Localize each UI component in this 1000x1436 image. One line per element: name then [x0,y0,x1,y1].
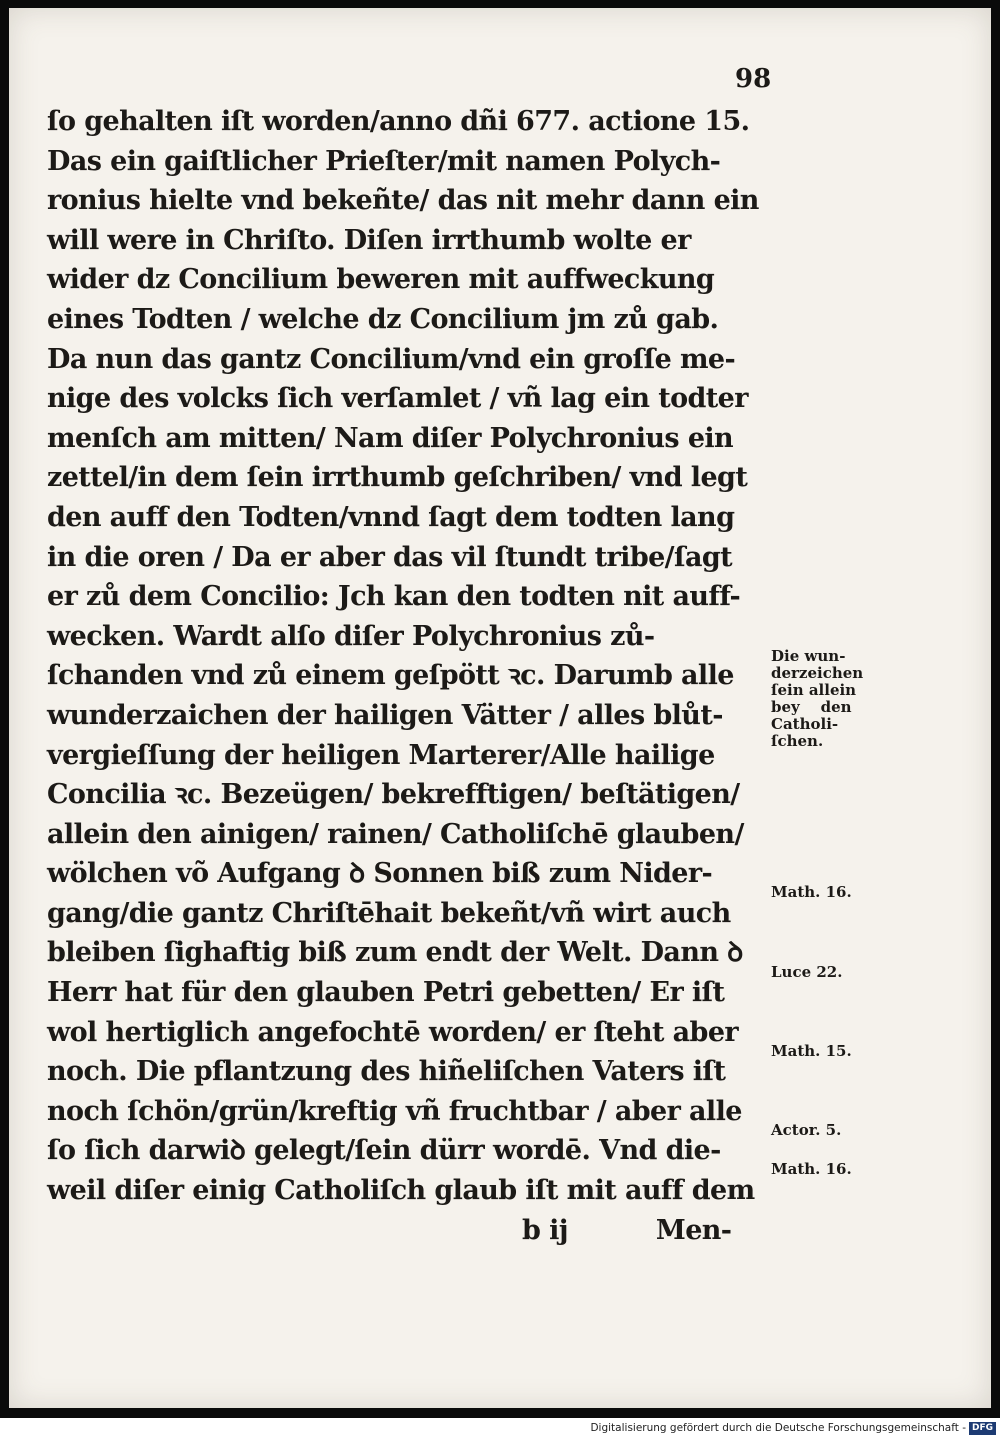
marginal-note [771,884,852,901]
marginal-note [771,648,863,750]
text-line: menſch am mitten/ Nam diſer Polychronius ein [47,422,734,454]
text-line: weil diſer einig Catholiſch glaub iſt mit auff dem [47,1175,755,1207]
text-line: ſo gehalten iſt worden/anno dñi 677. actione 15. [47,106,750,137]
text-line: vergieſſung der heiligen Marterer/Alle hailige [47,739,715,771]
text-line: bleiben ſighaftig biß zum endt der Welt. Dann ꝺ [47,937,743,969]
text-line: den auff den Todten/vnnd ſagt dem todten lang [47,501,735,533]
marginal-note-line: ſchen. [771,732,824,750]
text-line: gang/die gantz Chriſtēhait bekeñt/vñ wirt auch [47,897,731,929]
text-line: allein den ainigen/ rainen/ Catholiſchē glauben/ [47,818,744,850]
text-line: wölchen võ Aufgang ꝺ Sonnen biß zum Nider- [47,858,713,890]
text-line: noch. Die pflantzung des hiñeliſchen Vaters iſt [47,1056,726,1088]
marginal-note [771,1122,841,1139]
text-line: Da nun das gantz Concilium/vnd ein groſſe me- [47,343,736,375]
text-line: Das ein gaiſtlicher Prieſter/mit namen Polych- [47,145,721,177]
text-line: Concilia ꝛc. Bezeügen/ bekrefftigen/ beſtätigen/ [47,779,740,811]
body-text [47,102,787,1250]
marginal-note [771,1161,852,1178]
page-number: 98 [735,64,772,94]
marginal-note-line: ſein allein [771,681,857,699]
marginal-note-line: Die wun- [771,647,846,665]
catchword-line: b ij Men- [522,1214,732,1246]
marginal-note-line: Luce 22. [771,963,843,981]
text-line: wider dz Concilium beweren mit auffweckung [47,264,715,296]
footer-bar [590,1421,996,1435]
text-line: ronius hielte vnd bekeñte/ das nit mehr dann ein [47,185,759,217]
text-line: wecken. Wardt alſo diſer Polychronius zů- [47,620,655,652]
dfg-logo: DFG [969,1422,996,1435]
text-line: wunderzaichen der hailigen Vätter / alles blůt- [47,699,723,731]
text-line: will were in Chriſto. Diſen irrthumb wolte er [47,224,691,256]
text-line: in die oren / Da er aber das vil ſtundt tribe/ſagt [47,541,732,573]
marginal-note-line: Catholi- [771,715,839,733]
text-line: ſo ſich darwiꝺ gelegt/ſein dürr wordē. Vnd die- [47,1135,721,1167]
text-line: noch ſchön/grün/kreftig vñ fruchtbar / aber alle [47,1095,742,1127]
marginal-note [771,964,842,981]
text-line: ſchanden vnd zů einem geſpött ꝛc. Darumb alle [47,660,734,692]
marginal-note-line: Math. 16. [771,1160,852,1178]
text-line: eines Todten / welche dz Concilium jm zů gab. [47,303,719,335]
text-line: zettel/in dem ſein irrthumb geſchriben/ vnd legt [47,462,748,494]
text-line: wol hertiglich angefochtē worden/ er ſteht aber [47,1016,739,1048]
text-line: Herr hat für den glauben Petri gebetten/ Er iſt [47,977,725,1009]
book-page [9,8,991,1408]
marginal-note-line: derzeichen [771,664,864,682]
text-line: nige des volcks ſich verſamlet / vñ lag ein todter [47,383,748,415]
marginal-note-line: Math. 15. [771,1042,852,1060]
marginal-note-line: Actor. 5. [771,1121,842,1139]
text-line: er zů dem Concilio: Jch kan den todten nit auff- [47,581,741,613]
marginal-note-line: Math. 16. [771,883,852,901]
funding-notice: Digitalisierung gefördert durch die Deutsche Forschungsgemeinschaft - [590,1422,966,1434]
marginal-note-line: bey den [771,698,852,716]
marginal-note [771,1043,852,1060]
